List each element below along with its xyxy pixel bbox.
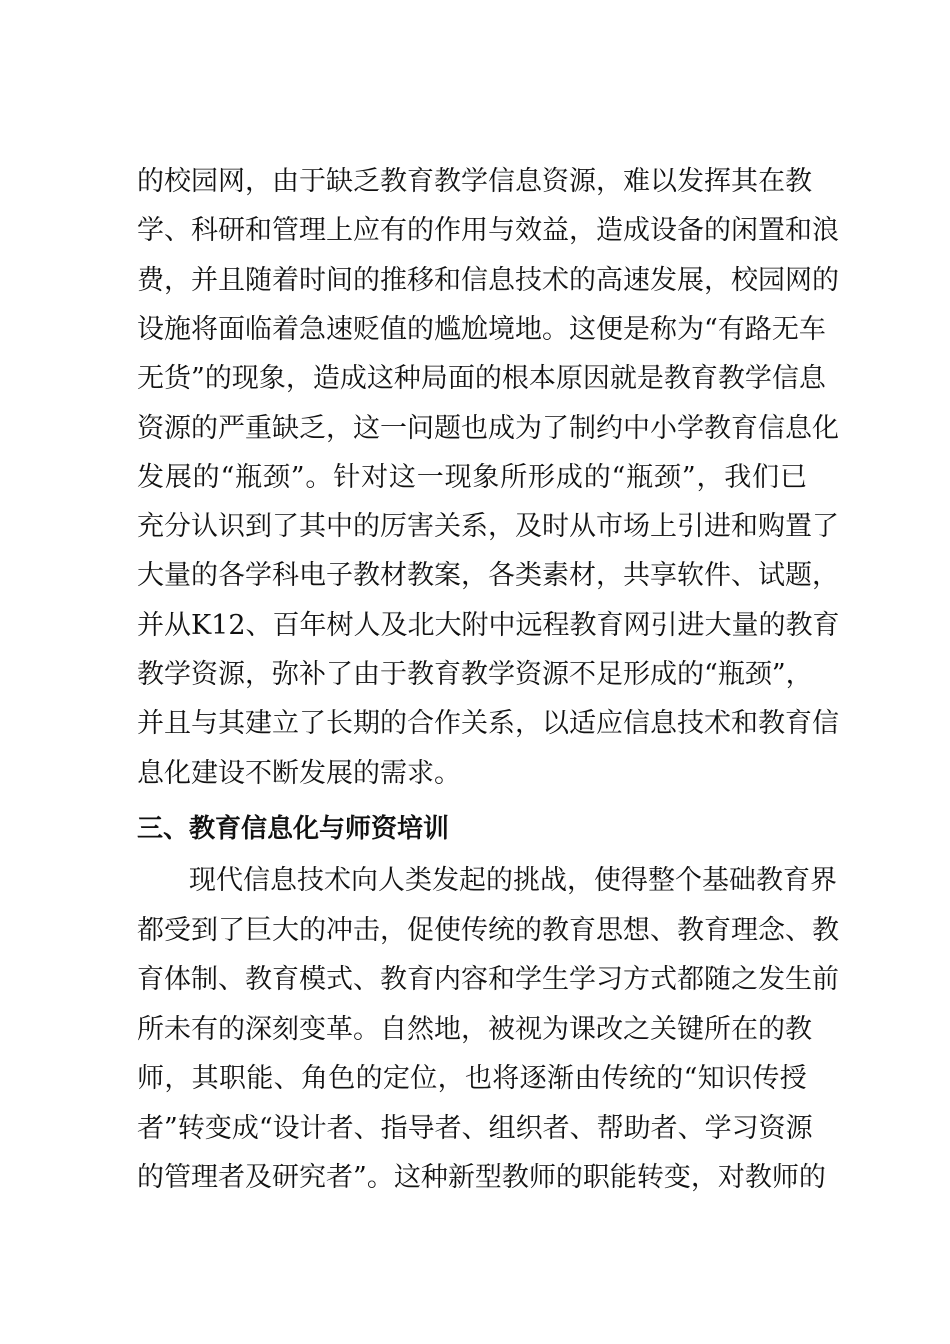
text-line: 并 且 与 其 建 立 了 长 期 的 合 作 关 系 ， 以 适 应 信 息 技 术 和 教 育 信 xyxy=(137,708,839,740)
text-line: 发 展 的 “ 瓶 颈 ” 。 针 对 这 一 现 象 所 形 成 的 “ 瓶 颈 ” ， 我 们 已 xyxy=(137,461,807,493)
text-line: 者 ” 转 变 成 “ 设 计 者 、 指 导 者 、 组 织 者 、 帮 助 者 、 学 习 资 源 xyxy=(137,1112,813,1144)
text-line: 育 体 制 、 教 育 模 式 、 教 育 内 容 和 学 生 学 习 方 式 都 随 之 发 生 前 xyxy=(137,964,839,995)
text-line: 都 受 到 了 巨 大 的 冲 击 ， 促 使 传 统 的 教 育 思 想 、 教 育 理 念 、 教 xyxy=(137,914,839,946)
text-line: 教 学 资 源 ， 弥 补 了 由 于 教 育 教 学 资 源 不 足 形 成 的 “ 瓶 颈 ” ， xyxy=(137,659,813,690)
text-line: 并 从 K12 、 百 年 树 人 及 北 大 附 中 远 程 教 育 网 引 进 大 量 的 教 育 xyxy=(137,609,840,641)
text-line: 所 未 有 的 深 刻 变 革 。 自 然 地 ， 被 视 为 课 改 之 关 键 所 在 的 教 xyxy=(137,1013,812,1045)
section-heading: 三、教育信息化与师资培训 xyxy=(137,814,450,844)
text-line: 师 ， 其 职 能 、 角 色 的 定 位 ， 也 将 逐 渐 由 传 统 的 “ 知 识 传 授 xyxy=(137,1063,807,1094)
text-line: 资 源 的 严 重 缺 乏 ， 这 一 问 题 也 成 为 了 制 约 中 小 学 教 育 信 息 化 xyxy=(137,412,839,444)
text-line: 的 校 园 网 ， 由 于 缺 乏 教 育 教 学 信 息 资 源 ， 难 以 发 挥 其 在 教 xyxy=(137,166,812,197)
text-line: 的 管 理 者 及 研 究 者 ” 。 这 种 新 型 教 师 的 职 能 转 变 ， 对 教 师 的 xyxy=(137,1162,826,1193)
text-line: 现 代 信 息 技 术 向 人 类 发 起 的 挑 战 ， 使 得 整 个 基 础 教 育 界 xyxy=(189,865,837,896)
text-line: 学 、 科 研 和 管 理 上 应 有 的 作 用 与 效 益 ， 造 成 设 备 的 闲 置 和 浪 xyxy=(137,215,839,247)
text-line: 息化建设不断发展的需求。 xyxy=(137,757,461,789)
text-line: 无 货 ” 的 现 象 ， 造 成 这 种 局 面 的 根 本 原 因 就 是 教 育 教 学 信 息 xyxy=(137,363,826,395)
text-line: 设 施 将 面 临 着 急 速 贬 值 的 尴 尬 境 地 。 这 便 是 称 为 “ 有 路 无 车 xyxy=(137,313,826,345)
text-line: 费 ， 并 且 随 着 时 间 的 推 移 和 信 息 技 术 的 高 速 发 展 ， 校 园 网 的 xyxy=(137,264,839,296)
text-line: 大 量 的 各 学 科 电 子 教 材 教 案 ， 各 类 素 材 ， 共 享 软 件 、 试 题 ， xyxy=(137,560,839,592)
text-line: 充 分 认 识 到 了 其 中 的 厉 害 关 系 ， 及 时 从 市 场 上 引 进 和 购 置 了 xyxy=(137,511,839,543)
